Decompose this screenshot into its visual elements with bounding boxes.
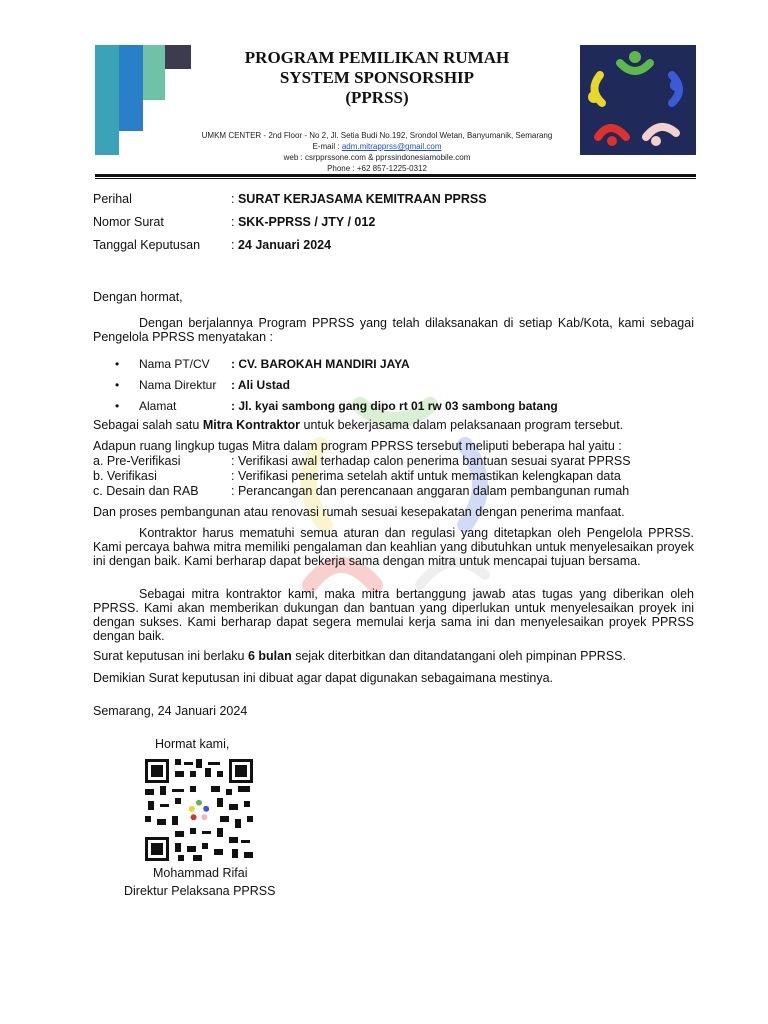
phone-line: Phone : +62 857-1225-0312 <box>327 164 427 173</box>
validity-sentence: Surat keputusan ini berlaku 6 bulan sejak diterbitkan dan ditandatangani oleh pimpinan PPRSS. <box>93 649 626 663</box>
scope-intro: Adapun ruang lingkup tugas Mitra dalam program PPRSS tersebut meliputi beberapa hal yaitu : <box>93 439 622 453</box>
closing-statement: Demikian Surat keputusan ini dibuat agar dapat digunakan sebagaimana mestinya. <box>93 671 554 685</box>
scope-label: a. Pre-Verifikasi <box>93 454 181 468</box>
identity-value: : CV. BAROKAH MANDIRI JAYA <box>231 357 410 371</box>
meta-value: : 24 Januari 2024 <box>231 238 332 252</box>
bullet-icon: • <box>115 399 120 413</box>
scope-label: c. Desain dan RAB <box>93 484 199 498</box>
identity-value: : Ali Ustad <box>231 378 290 392</box>
letterhead-title <box>200 48 554 108</box>
paragraph-compliance: Kontraktor harus mematuhi semua aturan dan regulasi yang ditetapkan oleh Pengelola PPRSS. Kami percaya bahwa mitra memiliki pengalaman dan keahlian yang dibutuhkan untuk menyelesaikan proyek ini dengan baik. Kami berharap dapat bekerja sama dengan mitra untuk mencapai tujuan bersama. <box>93 526 694 568</box>
email-link[interactable]: adm.mitrapprss@gmail.com <box>341 142 442 151</box>
header-divider <box>95 174 696 177</box>
pprss-logo-left <box>95 45 191 155</box>
header-divider-thin <box>95 178 696 179</box>
title-line-1: PROGRAM PEMILIKAN RUMAH <box>244 48 510 67</box>
bullet-icon: • <box>115 357 120 371</box>
scope-value: : Verifikasi penerima setelah aktif untuk memastikan kelengkapan data <box>231 469 621 483</box>
scope-value: : Verifikasi awal terhadap calon penerima bantuan sesuai syarat PPRSS <box>231 454 631 468</box>
identity-label: Alamat <box>139 399 177 413</box>
meta-value: : SKK-PPRSS / JTY / 012 <box>231 215 376 229</box>
identity-label: Nama PT/CV <box>139 357 210 371</box>
meta-value: : SURAT KERJASAMA KEMITRAAN PPRSS <box>231 192 487 206</box>
bullet-icon: • <box>115 378 120 392</box>
identity-value: : Jl. kyai sambong gang dipo rt 01 rw 03 sambong batang <box>231 399 558 413</box>
meta-label: Perihal <box>93 192 132 206</box>
identity-label: Nama Direktur <box>139 378 217 392</box>
address-line: UMKM CENTER - 2nd Floor - No 2, Jl. Setia Budi No.192, Srondol Wetan, Banyumanik, Semarang <box>201 131 553 140</box>
meta-label: Tanggal Keputusan <box>93 238 201 252</box>
title-line-3: (PPRSS) <box>345 88 409 107</box>
scope-label: b. Verifikasi <box>93 469 157 483</box>
place-date: Semarang, 24 Januari 2024 <box>93 704 248 718</box>
qr-code-signature <box>145 759 253 861</box>
process-sentence: Dan proses pembangunan atau renovasi rumah sesuai kesepakatan dengan penerima manfaat. <box>93 505 625 519</box>
meta-label: Nomor Surat <box>93 215 164 229</box>
signature-salutation: Hormat kami, <box>155 737 230 751</box>
letterhead-contact <box>190 130 564 174</box>
signatory-title: Direktur Pelaksana PPRSS <box>124 884 276 898</box>
intro-paragraph: Dengan berjalannya Program PPRSS yang telah dilaksanakan di setiap Kab/Kota, kami sebagai Pengelola PPRSS menyatakan : <box>93 316 694 344</box>
greeting: Dengan hormat, <box>93 290 183 304</box>
paragraph-responsibility: Sebagai mitra kontraktor kami, maka mitra bertanggung jawab atas tugas yang diberikan oleh PPRSS. Kami akan memberikan dukungan dan bantuan yang diperlukan untuk menyelesaikan proyek ini dengan sukses. Kami berharap dapat segera memulai kerja sama ini dan menyelesaikan proyek PPRSS dengan baik. <box>93 587 694 643</box>
pprss-emblem <box>580 45 696 155</box>
scope-value: : Perancangan dan perencanaan anggaran dalam pembangunan rumah <box>231 484 630 498</box>
web-line: web : csrpprssone.com & pprssindonesiamobile.com <box>283 153 471 162</box>
partner-sentence: Sebagai salah satu Mitra Kontraktor untuk bekerjasama dalam pelaksanaan program tersebut. <box>93 418 624 432</box>
signatory-name: Mohammad Rifai <box>153 866 248 880</box>
email-line <box>190 141 564 152</box>
email-prefix: E-mail : <box>312 142 342 151</box>
title-line-2: SYSTEM SPONSORSHIP <box>279 68 475 87</box>
